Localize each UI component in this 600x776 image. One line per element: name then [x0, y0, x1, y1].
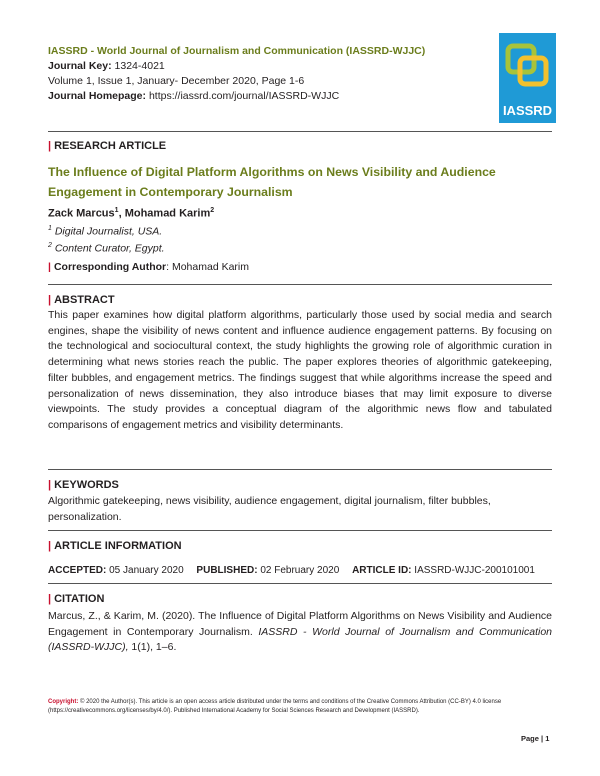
journal-homepage	[48, 89, 488, 104]
citation-heading	[48, 593, 104, 605]
copyright-label: Copyright:	[48, 699, 79, 705]
divider	[48, 284, 552, 285]
abstract-text: This paper examines how digital platform algorithms, particularly those used by social media and search engines, shape the visibility of news content and influence audience engagement patterns. By focusing on the technological and sociocultural context, the study highlights the growing role of algorithmic curation in determining what news stories reach the public. The paper explores theories of algorithmic gatekeeping, filter bubbles, and engagement metrics. The findings suggest that while algorithms increase the speed and personalization of news dissemination, they also introduce biases that may limit exposure to diverse viewpoints. The study provides a conceptual diagram of the algorithmic news flow and tabulated comparisons of engagement metrics and visibility determinants.	[48, 309, 552, 431]
corresponding-value: : Mohamad Karim	[166, 261, 250, 273]
accepted-value: 05 January 2020	[109, 565, 184, 576]
article-title: The Influence of Digital Platform Algorithms on News Visibility and Audience Engagement in Contemporary Journalism	[48, 165, 496, 199]
journal-key-label: Journal Key:	[48, 60, 112, 72]
section-bar: |	[48, 593, 52, 605]
volume-line: Volume 1, Issue 1, January- December 2020, Page 1-6	[48, 75, 305, 87]
section-bar: |	[48, 479, 52, 491]
authors	[48, 207, 214, 220]
copyright-notice	[48, 698, 558, 716]
citation-text	[48, 609, 552, 656]
citation-post: 1(1), 1–6.	[128, 641, 177, 654]
article-info-heading-label: ARTICLE INFORMATION	[54, 540, 182, 552]
article-info	[48, 565, 545, 576]
affiliation-sup: 2	[48, 242, 52, 249]
corresponding-author	[48, 261, 249, 273]
journal-key	[48, 59, 488, 74]
journal-header	[48, 44, 488, 104]
citation-heading-label: CITATION	[54, 593, 105, 605]
article-id-label: ARTICLE ID:	[352, 565, 412, 576]
section-bar: |	[48, 540, 52, 552]
affiliation	[48, 225, 162, 238]
homepage-value[interactable]: https://iassrd.com/journal/IASSRD-WJJC	[148, 90, 340, 102]
affiliation	[48, 242, 165, 255]
keywords-heading-label: KEYWORDS	[54, 479, 119, 491]
author-sup: 2	[210, 207, 215, 214]
keywords-text: Algorithmic gatekeeping, news visibility, audience engagement, digital journalism, filter bubbles, personalization.	[48, 495, 491, 523]
header-divider	[48, 131, 552, 132]
abstract-heading	[48, 294, 115, 306]
page-number: Page | 1	[521, 734, 550, 743]
affiliation-text: Content Curator, Egypt.	[54, 242, 165, 255]
author-sup: 1	[114, 207, 119, 214]
accepted-date	[48, 565, 184, 576]
article-id-value: IASSRD-WJJC-200101001	[414, 565, 535, 576]
section-bar: |	[48, 261, 51, 273]
keywords-heading	[48, 479, 119, 491]
divider	[48, 530, 552, 531]
iassrd-logo	[499, 33, 556, 123]
corresponding-label: Corresponding Author	[53, 261, 167, 273]
article-info-heading	[48, 540, 182, 552]
article-id	[352, 565, 535, 576]
author-name: Mohamad Karim	[124, 207, 211, 220]
divider	[48, 469, 552, 470]
article-type-label: RESEARCH ARTICLE	[54, 140, 167, 152]
abstract-heading-label: ABSTRACT	[54, 294, 115, 306]
copyright-text: © 2020 the Author(s). This article is an open access article distributed under the terms and conditions of the Creative Commons Attribution (CC-BY) 4.0 license (https://creativecommons.org/licenses/by/4.0/). Published International Academy for Social Sciences Research and Development (IASSRD).	[48, 699, 502, 714]
published-date	[196, 565, 339, 576]
citation-journal: IASSRD - World Journal of Journalism and Communication (IASSRD-WJJC),	[48, 625, 552, 654]
journal-name: IASSRD - World Journal of Journalism and Communication (IASSRD-WJJC)	[48, 45, 426, 57]
section-bar: |	[48, 294, 52, 306]
author-separator: ,	[118, 207, 125, 220]
affiliation-text: Digital Journalist, USA.	[54, 225, 163, 238]
section-bar: |	[48, 140, 52, 152]
accepted-label: ACCEPTED:	[48, 565, 107, 576]
published-value: 02 February 2020	[260, 565, 340, 576]
logo-mark-icon	[505, 43, 550, 88]
homepage-label: Journal Homepage:	[48, 90, 147, 102]
citation-pre: Marcus, Z., & Karim, M. (2020). The Influence of Digital Platform Algorithms on News Visibility and Audience Engagement in Contemporary Journalism.	[48, 610, 552, 638]
logo-text: IASSRD	[502, 103, 553, 118]
author-name: Zack Marcus	[48, 207, 115, 220]
published-label: PUBLISHED:	[196, 565, 258, 576]
divider	[48, 583, 552, 584]
journal-key-value: 1324-4021	[114, 60, 165, 72]
affiliation-sup: 1	[48, 225, 52, 232]
article-type	[48, 140, 166, 152]
